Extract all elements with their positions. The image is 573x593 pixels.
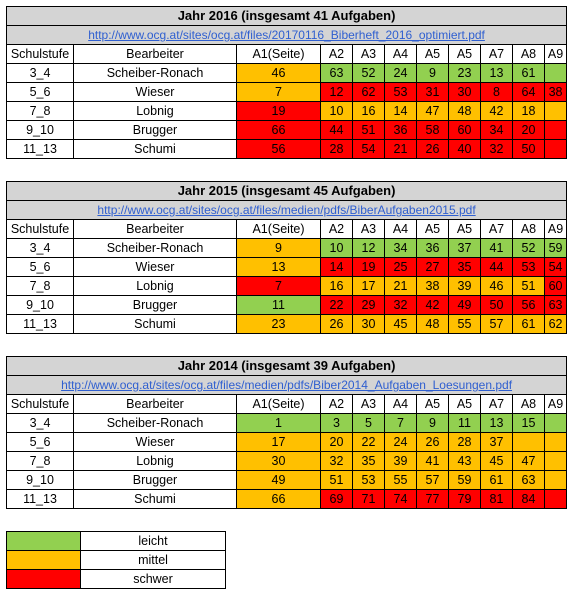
value-cell: 25 xyxy=(385,258,417,277)
schulstufe-cell: 9_10 xyxy=(7,296,74,315)
legend-row xyxy=(7,532,226,551)
value-cell: 53 xyxy=(513,258,545,277)
value-cell: 63 xyxy=(321,64,353,83)
value-cell: 20 xyxy=(513,121,545,140)
url-row xyxy=(7,201,567,220)
value-cell: 37 xyxy=(481,433,513,452)
a1-seite-cell: 30 xyxy=(237,452,321,471)
value-cell: 42 xyxy=(481,102,513,121)
value-cell: 44 xyxy=(481,258,513,277)
value-cell: 12 xyxy=(321,83,353,102)
bearbeiter-cell: Schumi xyxy=(74,490,237,509)
value-cell: 20 xyxy=(321,433,353,452)
a1-seite-cell: 1 xyxy=(237,414,321,433)
schulstufe-cell: 11_13 xyxy=(7,490,74,509)
column-header: Bearbeiter xyxy=(74,45,237,64)
schulstufe-cell: 3_4 xyxy=(7,239,74,258)
value-cell: 56 xyxy=(513,296,545,315)
column-header: A3 xyxy=(353,220,385,239)
value-cell: 50 xyxy=(513,140,545,159)
column-header: A1(Seite) xyxy=(237,395,321,414)
schulstufe-cell: 3_4 xyxy=(7,414,74,433)
schulstufe-cell: 9_10 xyxy=(7,121,74,140)
column-header: A7 xyxy=(481,45,513,64)
value-cell: 10 xyxy=(321,239,353,258)
value-cell: 51 xyxy=(353,121,385,140)
table-title: Jahr 2014 (insgesamt 39 Aufgaben) xyxy=(7,357,567,376)
value-cell xyxy=(513,433,545,452)
value-cell: 58 xyxy=(417,121,449,140)
column-header: A4 xyxy=(385,45,417,64)
schulstufe-cell: 3_4 xyxy=(7,64,74,83)
a1-seite-cell: 56 xyxy=(237,140,321,159)
a1-seite-cell: 66 xyxy=(237,490,321,509)
table-row xyxy=(7,102,567,121)
value-cell: 40 xyxy=(449,140,481,159)
value-cell: 22 xyxy=(321,296,353,315)
table-row xyxy=(7,433,567,452)
value-cell: 77 xyxy=(417,490,449,509)
value-cell: 34 xyxy=(481,121,513,140)
schulstufe-cell: 11_13 xyxy=(7,315,74,334)
value-cell: 35 xyxy=(449,258,481,277)
a1-seite-cell: 13 xyxy=(237,258,321,277)
value-cell: 15 xyxy=(513,414,545,433)
table-row xyxy=(7,258,567,277)
value-cell: 41 xyxy=(481,239,513,258)
value-cell: 74 xyxy=(385,490,417,509)
value-cell: 60 xyxy=(449,121,481,140)
value-cell: 62 xyxy=(353,83,385,102)
value-cell: 13 xyxy=(481,414,513,433)
value-cell xyxy=(545,140,567,159)
bearbeiter-cell: Brugger xyxy=(74,471,237,490)
value-cell: 51 xyxy=(513,277,545,296)
value-cell: 3 xyxy=(321,414,353,433)
value-cell: 5 xyxy=(353,414,385,433)
column-header: A5 xyxy=(417,395,449,414)
value-cell: 52 xyxy=(353,64,385,83)
title-row xyxy=(7,182,567,201)
value-cell: 84 xyxy=(513,490,545,509)
column-header: A5 xyxy=(449,220,481,239)
legend-row xyxy=(7,570,226,589)
value-cell xyxy=(545,452,567,471)
column-header: Bearbeiter xyxy=(74,395,237,414)
value-cell: 79 xyxy=(449,490,481,509)
title-row xyxy=(7,7,567,26)
value-cell: 60 xyxy=(545,277,567,296)
column-header: A4 xyxy=(385,220,417,239)
value-cell: 31 xyxy=(417,83,449,102)
value-cell: 46 xyxy=(481,277,513,296)
value-cell: 42 xyxy=(417,296,449,315)
schulstufe-cell: 7_8 xyxy=(7,452,74,471)
value-cell: 36 xyxy=(417,239,449,258)
value-cell: 55 xyxy=(449,315,481,334)
bearbeiter-cell: Wieser xyxy=(74,433,237,452)
legend-table xyxy=(6,531,226,589)
bearbeiter-cell: Wieser xyxy=(74,258,237,277)
value-cell: 24 xyxy=(385,64,417,83)
value-cell: 29 xyxy=(353,296,385,315)
value-cell: 11 xyxy=(449,414,481,433)
value-cell: 41 xyxy=(417,452,449,471)
column-header: A9 xyxy=(545,45,567,64)
column-header: A8 xyxy=(513,45,545,64)
value-cell: 21 xyxy=(385,277,417,296)
column-header: A2 xyxy=(321,395,353,414)
schulstufe-cell: 11_13 xyxy=(7,140,74,159)
column-header: Bearbeiter xyxy=(74,220,237,239)
value-cell: 47 xyxy=(513,452,545,471)
table-row xyxy=(7,239,567,258)
value-cell: 53 xyxy=(353,471,385,490)
value-cell: 8 xyxy=(481,83,513,102)
column-header: A3 xyxy=(353,395,385,414)
table-row xyxy=(7,277,567,296)
bearbeiter-cell: Schumi xyxy=(74,140,237,159)
column-header: A8 xyxy=(513,220,545,239)
value-cell: 62 xyxy=(545,315,567,334)
value-cell: 44 xyxy=(321,121,353,140)
column-header: A8 xyxy=(513,395,545,414)
value-cell: 9 xyxy=(417,414,449,433)
value-cell: 16 xyxy=(353,102,385,121)
bearbeiter-cell: Lobnig xyxy=(74,102,237,121)
url-cell xyxy=(7,26,567,45)
a1-seite-cell: 66 xyxy=(237,121,321,140)
value-cell: 51 xyxy=(321,471,353,490)
url-row xyxy=(7,376,567,395)
header-row xyxy=(7,45,567,64)
bearbeiter-cell: Wieser xyxy=(74,83,237,102)
bearbeiter-cell: Scheiber-Ronach xyxy=(74,239,237,258)
value-cell: 47 xyxy=(417,102,449,121)
value-cell: 37 xyxy=(449,239,481,258)
table-row xyxy=(7,471,567,490)
title-row xyxy=(7,357,567,376)
column-header: Schulstufe xyxy=(7,395,74,414)
url-row xyxy=(7,26,567,45)
a1-seite-cell: 49 xyxy=(237,471,321,490)
table-title: Jahr 2015 (insgesamt 45 Aufgaben) xyxy=(7,182,567,201)
header-row xyxy=(7,220,567,239)
schulstufe-cell: 5_6 xyxy=(7,258,74,277)
bearbeiter-cell: Scheiber-Ronach xyxy=(74,414,237,433)
legend-swatch xyxy=(7,532,81,551)
value-cell: 53 xyxy=(385,83,417,102)
bearbeiter-cell: Brugger xyxy=(74,296,237,315)
schulstufe-cell: 9_10 xyxy=(7,471,74,490)
value-cell xyxy=(545,414,567,433)
value-cell: 43 xyxy=(449,452,481,471)
value-cell: 24 xyxy=(385,433,417,452)
legend-row xyxy=(7,551,226,570)
value-cell: 38 xyxy=(545,83,567,102)
value-cell: 61 xyxy=(513,64,545,83)
value-cell: 59 xyxy=(545,239,567,258)
value-cell: 64 xyxy=(513,83,545,102)
legend-label: schwer xyxy=(81,570,226,589)
value-cell xyxy=(545,433,567,452)
value-cell: 63 xyxy=(545,296,567,315)
value-cell: 22 xyxy=(353,433,385,452)
column-header: A1(Seite) xyxy=(237,45,321,64)
schulstufe-cell: 7_8 xyxy=(7,102,74,121)
table-row xyxy=(7,452,567,471)
value-cell: 61 xyxy=(513,315,545,334)
a1-seite-cell: 7 xyxy=(237,83,321,102)
bearbeiter-cell: Brugger xyxy=(74,121,237,140)
value-cell: 7 xyxy=(385,414,417,433)
value-cell: 23 xyxy=(449,64,481,83)
value-cell: 32 xyxy=(385,296,417,315)
a1-seite-cell: 19 xyxy=(237,102,321,121)
column-header: A9 xyxy=(545,220,567,239)
url-cell xyxy=(7,376,567,395)
legend-label: mittel xyxy=(81,551,226,570)
value-cell: 45 xyxy=(385,315,417,334)
value-cell: 32 xyxy=(481,140,513,159)
value-cell xyxy=(545,64,567,83)
table-row xyxy=(7,83,567,102)
difficulty-table xyxy=(6,6,567,159)
legend-swatch xyxy=(7,551,81,570)
value-cell: 69 xyxy=(321,490,353,509)
legend-label: leicht xyxy=(81,532,226,551)
value-cell xyxy=(545,490,567,509)
value-cell: 48 xyxy=(449,102,481,121)
column-header: Schulstufe xyxy=(7,220,74,239)
column-header: A3 xyxy=(353,45,385,64)
value-cell: 49 xyxy=(449,296,481,315)
column-header: A5 xyxy=(449,395,481,414)
schulstufe-cell: 7_8 xyxy=(7,277,74,296)
value-cell: 30 xyxy=(449,83,481,102)
a1-seite-cell: 17 xyxy=(237,433,321,452)
difficulty-table xyxy=(6,356,567,509)
value-cell: 57 xyxy=(417,471,449,490)
column-header: A7 xyxy=(481,395,513,414)
column-header: A5 xyxy=(417,45,449,64)
value-cell: 30 xyxy=(353,315,385,334)
value-cell: 52 xyxy=(513,239,545,258)
bearbeiter-cell: Scheiber-Ronach xyxy=(74,64,237,83)
table-row xyxy=(7,296,567,315)
schulstufe-cell: 5_6 xyxy=(7,433,74,452)
column-header: Schulstufe xyxy=(7,45,74,64)
value-cell: 12 xyxy=(353,239,385,258)
value-cell: 54 xyxy=(545,258,567,277)
column-header: A7 xyxy=(481,220,513,239)
table-block-2014 xyxy=(6,356,566,509)
value-cell: 45 xyxy=(481,452,513,471)
value-cell: 36 xyxy=(385,121,417,140)
value-cell: 14 xyxy=(321,258,353,277)
value-cell: 57 xyxy=(481,315,513,334)
column-header: A9 xyxy=(545,395,567,414)
column-header: A4 xyxy=(385,395,417,414)
a1-seite-cell: 9 xyxy=(237,239,321,258)
value-cell: 48 xyxy=(417,315,449,334)
value-cell: 34 xyxy=(385,239,417,258)
column-header: A5 xyxy=(449,45,481,64)
source-link[interactable]: http://www.ocg.at/sites/ocg.at/files/medien/pdfs/BiberAufgaben2015.pdf xyxy=(97,203,476,217)
table-row xyxy=(7,64,567,83)
value-cell: 39 xyxy=(385,452,417,471)
value-cell xyxy=(545,471,567,490)
value-cell: 61 xyxy=(481,471,513,490)
value-cell: 54 xyxy=(353,140,385,159)
a1-seite-cell: 46 xyxy=(237,64,321,83)
value-cell: 71 xyxy=(353,490,385,509)
url-cell xyxy=(7,201,567,220)
schulstufe-cell: 5_6 xyxy=(7,83,74,102)
difficulty-table xyxy=(6,181,567,334)
column-header: A5 xyxy=(417,220,449,239)
value-cell: 38 xyxy=(417,277,449,296)
legend xyxy=(6,531,226,589)
column-header: A1(Seite) xyxy=(237,220,321,239)
value-cell: 26 xyxy=(417,140,449,159)
bearbeiter-cell: Lobnig xyxy=(74,452,237,471)
bearbeiter-cell: Schumi xyxy=(74,315,237,334)
value-cell: 55 xyxy=(385,471,417,490)
value-cell xyxy=(545,121,567,140)
bearbeiter-cell: Lobnig xyxy=(74,277,237,296)
value-cell: 28 xyxy=(321,140,353,159)
value-cell xyxy=(545,102,567,121)
value-cell: 28 xyxy=(449,433,481,452)
value-cell: 10 xyxy=(321,102,353,121)
value-cell: 35 xyxy=(353,452,385,471)
value-cell: 16 xyxy=(321,277,353,296)
value-cell: 32 xyxy=(321,452,353,471)
value-cell: 19 xyxy=(353,258,385,277)
table-block-2016 xyxy=(6,6,566,159)
header-row xyxy=(7,395,567,414)
legend-swatch xyxy=(7,570,81,589)
value-cell: 14 xyxy=(385,102,417,121)
value-cell: 63 xyxy=(513,471,545,490)
value-cell: 27 xyxy=(417,258,449,277)
a1-seite-cell: 23 xyxy=(237,315,321,334)
value-cell: 59 xyxy=(449,471,481,490)
value-cell: 81 xyxy=(481,490,513,509)
source-link[interactable]: http://www.ocg.at/sites/ocg.at/files/medien/pdfs/Biber2014_Aufgaben_Loesungen.pdf xyxy=(61,378,513,392)
column-header: A2 xyxy=(321,45,353,64)
value-cell: 21 xyxy=(385,140,417,159)
table-row xyxy=(7,414,567,433)
table-block-2015 xyxy=(6,181,566,334)
value-cell: 39 xyxy=(449,277,481,296)
table-row xyxy=(7,140,567,159)
table-title: Jahr 2016 (insgesamt 41 Aufgaben) xyxy=(7,7,567,26)
column-header: A2 xyxy=(321,220,353,239)
table-row xyxy=(7,490,567,509)
value-cell: 18 xyxy=(513,102,545,121)
value-cell: 26 xyxy=(417,433,449,452)
value-cell: 9 xyxy=(417,64,449,83)
value-cell: 17 xyxy=(353,277,385,296)
table-row xyxy=(7,315,567,334)
table-row xyxy=(7,121,567,140)
value-cell: 50 xyxy=(481,296,513,315)
value-cell: 26 xyxy=(321,315,353,334)
value-cell: 13 xyxy=(481,64,513,83)
source-link[interactable]: http://www.ocg.at/sites/ocg.at/files/20170116_Biberheft_2016_optimiert.pdf xyxy=(88,28,485,42)
a1-seite-cell: 11 xyxy=(237,296,321,315)
a1-seite-cell: 7 xyxy=(237,277,321,296)
